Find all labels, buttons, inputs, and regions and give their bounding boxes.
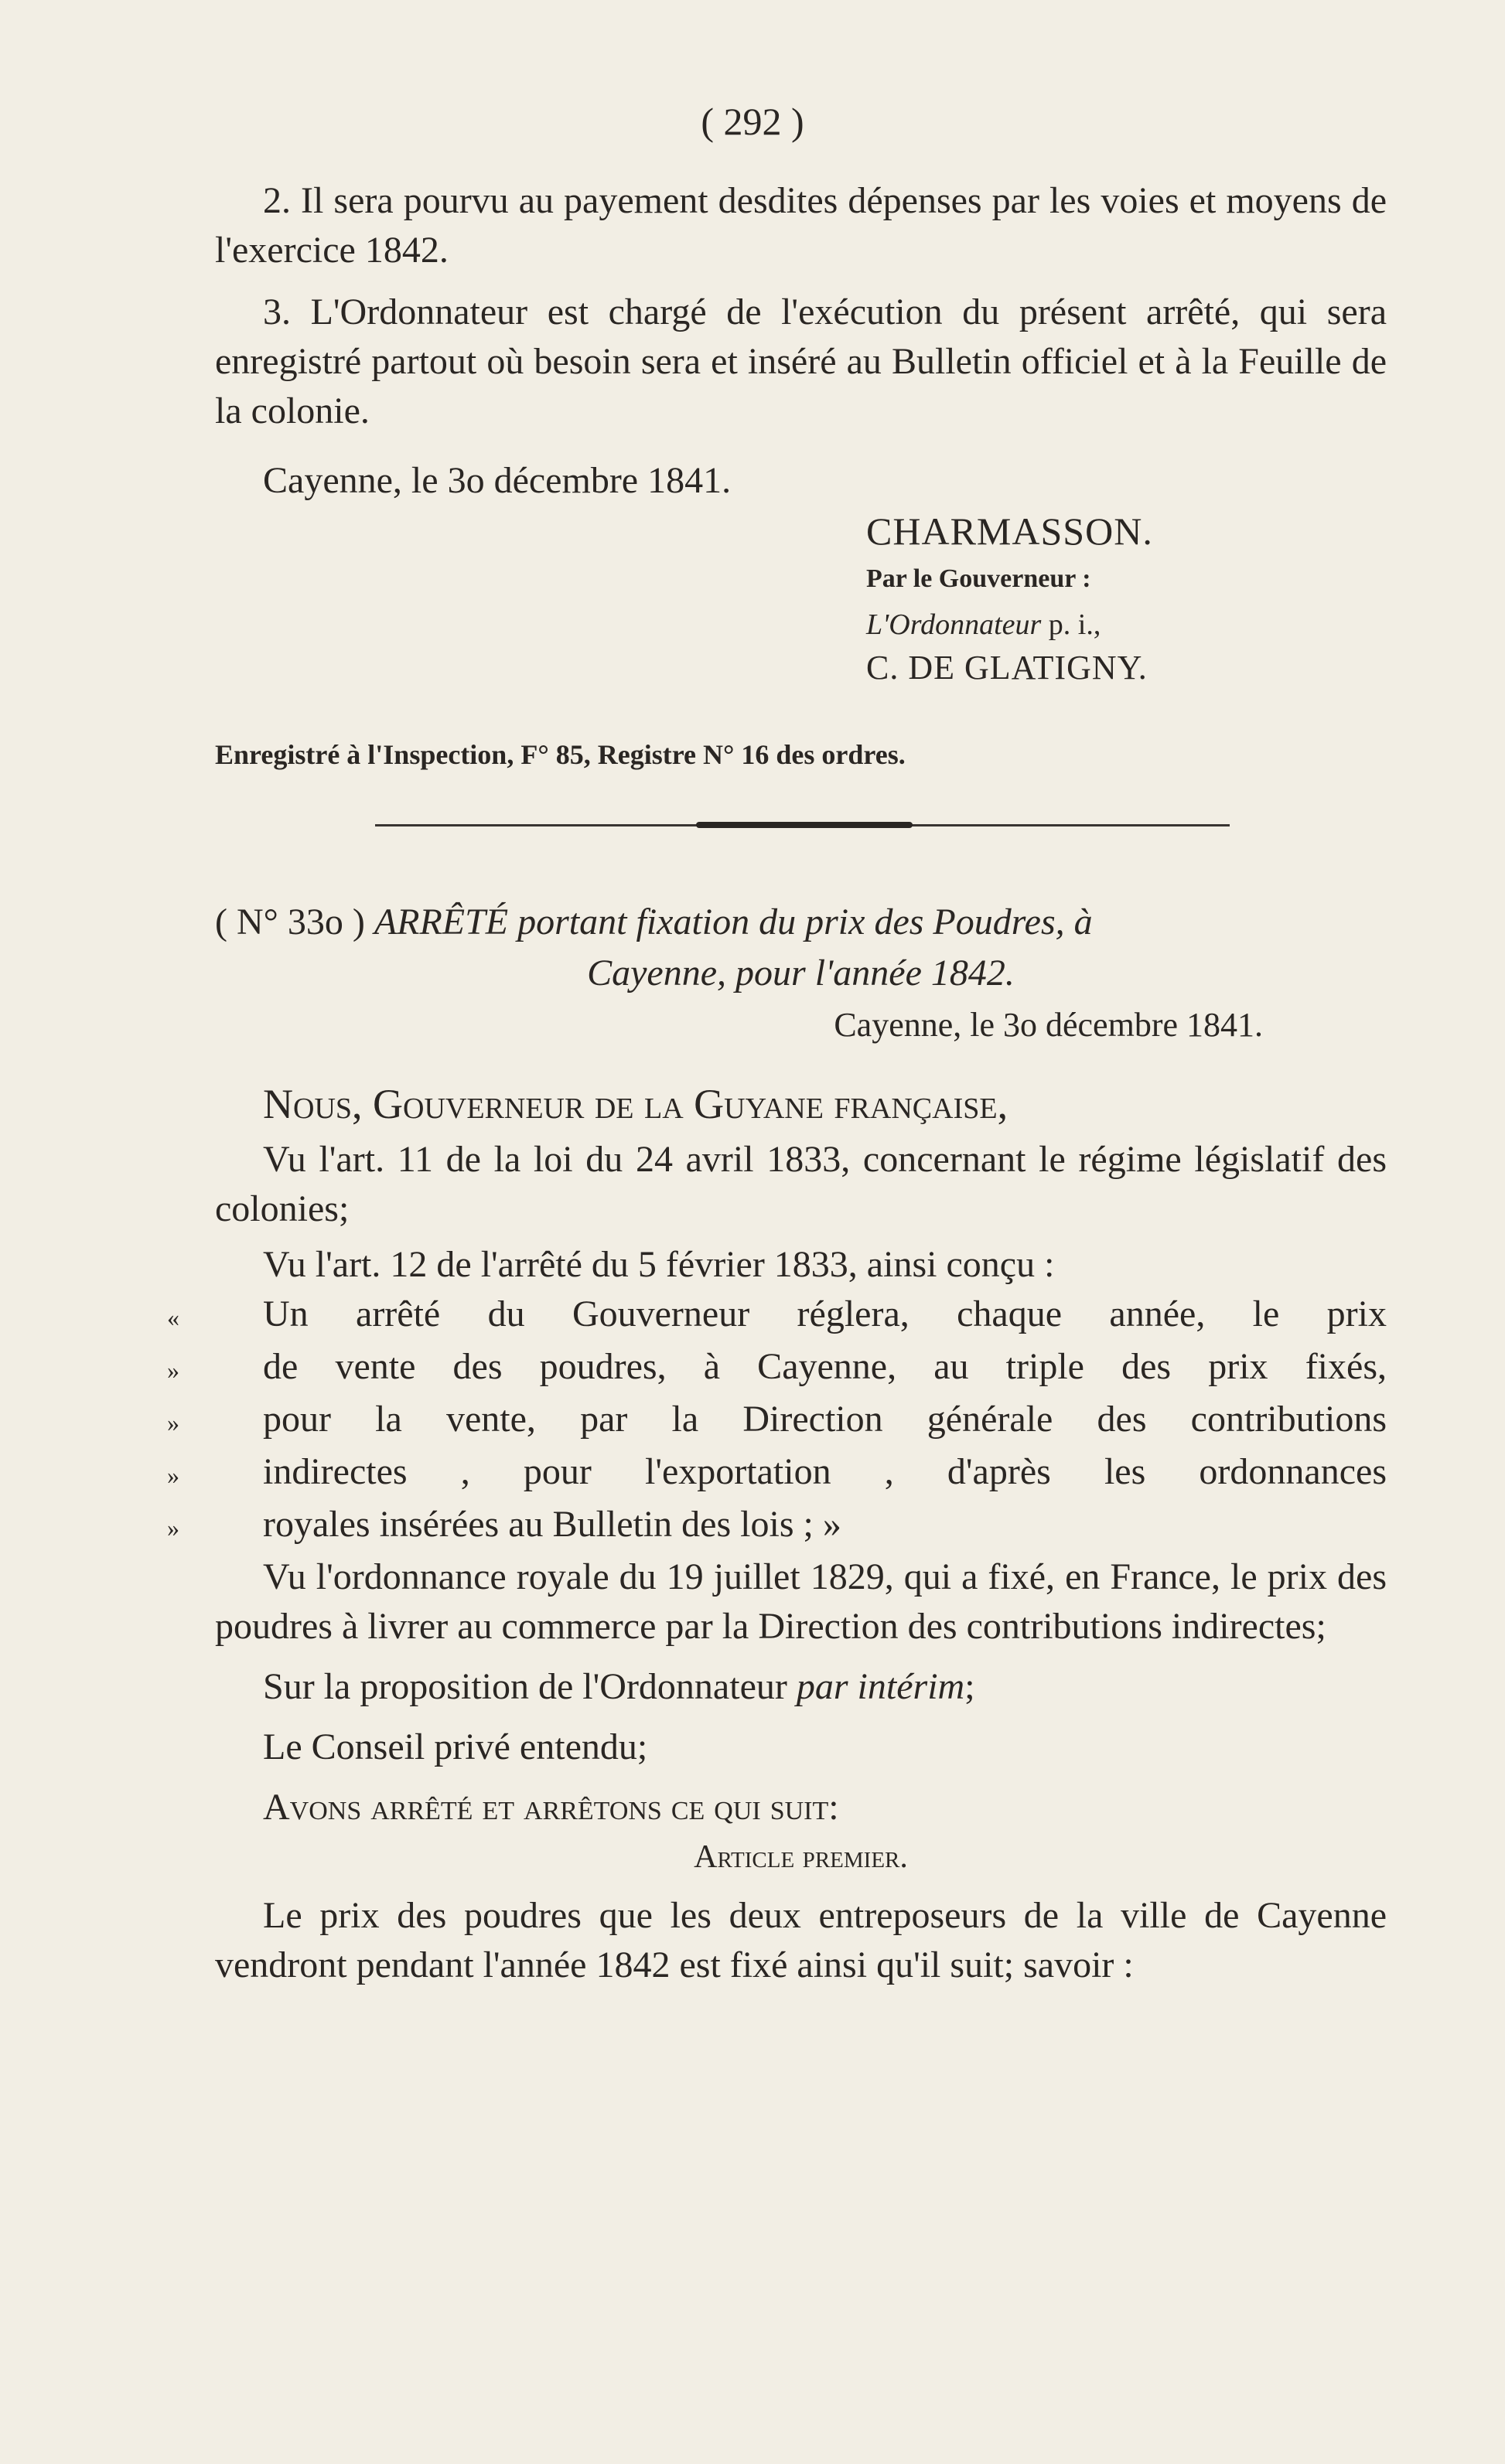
- avons-line: Avons arrêté et arrêtons ce qui suit:: [263, 1787, 839, 1828]
- arrete-body: [167, 1079, 1387, 1990]
- signature-role-rest: p. i.,: [1041, 608, 1101, 641]
- vu-1: Vu l'art. 11 de la loi du 24 avril 1833, concernant le régime législatif des colonies;: [215, 1139, 1387, 1229]
- quote-line: [167, 1447, 1387, 1500]
- quote-mark: »: [167, 1514, 179, 1542]
- quote-line: [167, 1290, 1387, 1342]
- quote-line: [167, 1500, 1387, 1552]
- quote-mark: «: [167, 1304, 179, 1331]
- conseil-line: Le Conseil privé entendu;: [263, 1726, 648, 1767]
- quote-text: royales insérées au Bulletin des lois ; »: [263, 1504, 841, 1545]
- vu-2: Vu l'art. 12 de l'arrêté du 5 février 1833, ainsi conçu :: [263, 1244, 1055, 1285]
- quote-text: Un arrêté du Gouverneur réglera, chaque année, le prix: [263, 1293, 1387, 1334]
- article-3: 3. L'Ordonnateur est chargé de l'exécution du présent arrêté, qui sera enregistré partout où besoin sera et inséré au Bulletin officiel et à la Feuille de la colonie.: [215, 291, 1387, 431]
- quote-mark: »: [167, 1356, 179, 1384]
- page-number: ( 292 ): [701, 100, 804, 143]
- arrete-title-2: Cayenne, pour l'année 1842.: [587, 953, 1015, 993]
- signature-block: [866, 509, 1153, 687]
- quote-line: [167, 1395, 1387, 1447]
- quote-text: de vente des poudres, à Cayenne, au triple des prix fixés,: [263, 1346, 1387, 1387]
- quoted-article: [167, 1290, 1387, 1552]
- arrete-heading: [215, 897, 1387, 1045]
- vu-3: Vu l'ordonnance royale du 19 juillet 1829, qui a fixé, en France, le prix des poudres à livrer au commerce par la Direction des contributions indirectes;: [215, 1556, 1387, 1647]
- separator-rule-thick: [696, 822, 913, 828]
- signature-name: CHARMASSON.: [866, 509, 1153, 553]
- signature-par: Par le Gouverneur :: [866, 564, 1091, 593]
- arrete-number: ( N° 33o ): [215, 901, 365, 942]
- quote-mark: »: [167, 1461, 179, 1489]
- top-articles: [215, 176, 1387, 506]
- signature-role: [866, 608, 1153, 642]
- registration-line: Enregistré à l'Inspection, F° 85, Registre N° 16 des ordres.: [215, 739, 906, 770]
- sur-proposition: Sur la proposition de l'Ordonnateur par intérim;: [263, 1666, 975, 1707]
- article-premier-text: Le prix des poudres que les deux entreposeurs de la ville de Cayenne vendront pendant l'année 1842 est fixé ainsi qu'il suit; savoir :: [215, 1895, 1387, 1985]
- quote-line: [167, 1342, 1387, 1395]
- signature-role-italic: L'Ordonnateur: [866, 608, 1042, 641]
- quote-text: indirectes , pour l'exportation , d'après les ordonnances: [263, 1451, 1387, 1492]
- arrete-title-1: ARRÊTÉ portant fixation du prix des Poudres, à: [374, 901, 1093, 942]
- article-premier-title: Article premier.: [694, 1839, 908, 1875]
- quote-text: pour la vente, par la Direction générale des contributions: [263, 1399, 1387, 1440]
- nous-line: Nous, Gouverneur de la Guyane française,: [263, 1081, 1008, 1127]
- par-interim: par intérim: [796, 1666, 965, 1707]
- signature-name-2: C. DE GLATIGNY.: [866, 649, 1148, 687]
- arrete-date: Cayenne, le 3o décembre 1841.: [834, 1006, 1263, 1044]
- arrete-title-line-1: [215, 897, 1387, 948]
- article-2: 2. Il sera pourvu au payement desdites dépenses par les voies et moyens de l'exercice 1842.: [215, 180, 1387, 271]
- date-line: Cayenne, le 3o décembre 1841.: [263, 460, 732, 501]
- quote-mark: »: [167, 1409, 179, 1436]
- arrete-title-line-2: [215, 948, 1387, 999]
